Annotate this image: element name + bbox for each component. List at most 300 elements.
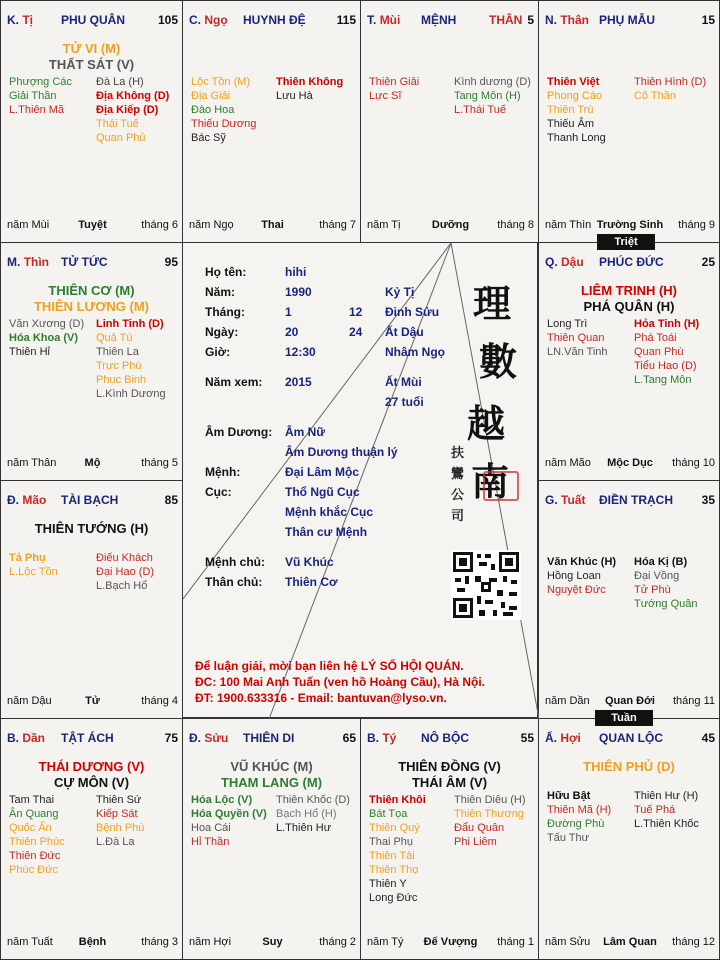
palace-m-thin[interactable] bbox=[0, 242, 183, 481]
minor-star: Hóa Quyền (V) bbox=[191, 808, 267, 820]
view-year-canchi: Ất Mùi bbox=[385, 375, 422, 389]
palace-q-dau[interactable] bbox=[538, 242, 720, 481]
minor-star: Trực Phù bbox=[96, 360, 142, 372]
year-canchi: Kỷ Tị bbox=[385, 285, 415, 299]
palace-number: 45 bbox=[701, 731, 715, 745]
palace-footer bbox=[545, 936, 715, 950]
day-value: 20 bbox=[285, 325, 299, 339]
main-stars bbox=[1, 283, 182, 315]
palace-year: năm Dậu bbox=[7, 695, 52, 707]
minor-stars-right bbox=[634, 317, 699, 387]
minor-star: Hỉ Thần bbox=[191, 836, 230, 848]
calligraphy-char-4: 南 bbox=[471, 459, 510, 504]
minor-star: L.Thái Tuế bbox=[454, 104, 506, 116]
palace-name: TẬT ÁCH bbox=[61, 731, 114, 745]
minor-stars-left bbox=[191, 75, 256, 145]
contact-line-2: ĐC: 100 Mai Anh Tuấn (ven hồ Hoàng Cầu), Hà Nội. bbox=[195, 675, 486, 689]
palace-month: tháng 12 bbox=[672, 936, 715, 948]
minor-star: Thiên Mã (H) bbox=[547, 804, 612, 816]
minor-star: Văn Xương (D) bbox=[9, 318, 85, 330]
minor-star: Địa Không (D) bbox=[96, 90, 170, 102]
minor-stars-right bbox=[96, 75, 169, 145]
minor-star: Thiên Diêu (H) bbox=[454, 794, 526, 806]
palace-header bbox=[7, 731, 178, 747]
palace-year: năm Ngọ bbox=[189, 219, 234, 231]
minor-stars-right bbox=[96, 793, 144, 849]
palace-year: năm Mão bbox=[545, 457, 591, 469]
palace-name: QUAN LỘC bbox=[599, 731, 663, 745]
amduong-note: Âm Dương thuận lý bbox=[285, 445, 398, 459]
palace-header bbox=[7, 13, 178, 29]
palace-header bbox=[367, 13, 534, 29]
palace-d-mao[interactable] bbox=[0, 480, 183, 719]
main-star: VŨ KHÚC (M) bbox=[230, 759, 313, 774]
palace-month: tháng 11 bbox=[672, 695, 715, 707]
palace-stage: Dưỡng bbox=[431, 219, 470, 231]
main-stars bbox=[1, 41, 182, 73]
minor-stars-left bbox=[9, 317, 84, 359]
minor-star: Tấu Thư bbox=[547, 832, 590, 844]
palace-footer bbox=[7, 219, 178, 233]
palace-can: G. bbox=[545, 493, 558, 507]
minor-star: Đào Hoa bbox=[191, 104, 235, 116]
main-star: THAM LANG (M) bbox=[220, 775, 323, 790]
month-label: Tháng: bbox=[205, 305, 245, 319]
palace-footer bbox=[545, 695, 715, 709]
minor-star: Long Trì bbox=[547, 318, 588, 330]
palace-can: Q. bbox=[545, 255, 558, 269]
calligraphy-char-3: 越 bbox=[467, 401, 506, 446]
palace-can: C. bbox=[189, 13, 201, 27]
minor-star: Thai Phụ bbox=[369, 836, 414, 848]
minor-star: Quan Phủ bbox=[96, 132, 146, 144]
palace-footer bbox=[545, 219, 715, 233]
red-seal bbox=[483, 471, 519, 501]
main-star: THIÊN CƠ (M) bbox=[48, 283, 135, 298]
minor-star: Thiếu Dương bbox=[191, 118, 257, 130]
palace-number: 55 bbox=[520, 731, 534, 745]
cuc-value: Thổ Ngũ Cục bbox=[285, 485, 360, 499]
palace-chi: Mùi bbox=[379, 13, 401, 27]
palace-stage: Trường Sinh bbox=[596, 219, 664, 231]
minor-star: Đà La (H) bbox=[96, 76, 144, 88]
minor-star: Địa Kiếp (D) bbox=[96, 104, 159, 116]
palace-month: tháng 9 bbox=[678, 219, 715, 231]
main-star: THÁI DƯƠNG (V) bbox=[38, 759, 145, 774]
minor-star: Phi Liêm bbox=[454, 836, 497, 848]
palace-header bbox=[7, 255, 178, 271]
minor-star: Hóa Khoa (V) bbox=[9, 332, 79, 344]
palace-year: năm Tý bbox=[367, 936, 404, 948]
main-star: PHÁ QUÂN (H) bbox=[583, 299, 675, 314]
minor-star: Đại Vồng bbox=[634, 570, 680, 582]
palace-header bbox=[189, 13, 356, 29]
name-label: Họ tên: bbox=[205, 265, 247, 279]
minor-star: Quốc Ấn bbox=[9, 822, 52, 834]
minor-star: Phong Cáo bbox=[547, 90, 603, 102]
minor-star: Thái Tuế bbox=[96, 118, 139, 130]
palace-name: ĐIỀN TRẠCH bbox=[599, 493, 673, 507]
main-star: THẤT SÁT (V) bbox=[48, 57, 135, 72]
palace-year: năm Dần bbox=[545, 695, 590, 707]
minor-star: Thiên Khôi bbox=[369, 794, 426, 806]
minor-star: Thiên Hư (H) bbox=[634, 790, 699, 802]
contact-line-3: ĐT: 1900.633316 - Email: bantuvan@lyso.vn. bbox=[195, 691, 447, 705]
palace-b-ty[interactable] bbox=[360, 718, 539, 960]
palace-footer bbox=[189, 936, 356, 950]
minor-star: Thiên Quý bbox=[369, 822, 420, 834]
palace-footer bbox=[189, 219, 356, 233]
palace-footer bbox=[367, 936, 534, 950]
palace-number: 35 bbox=[701, 493, 715, 507]
than-chu-label: Thân chủ: bbox=[205, 575, 263, 589]
palace-chi: Hợi bbox=[560, 731, 581, 745]
palace-footer bbox=[367, 219, 534, 233]
menh-label: Mệnh: bbox=[205, 465, 241, 479]
minor-star: L.Thiên Mã bbox=[9, 104, 65, 116]
palace-g-tuat[interactable] bbox=[538, 480, 720, 719]
tuan-tag: Tuần bbox=[595, 710, 653, 726]
palace-name: PHÚC ĐỨC bbox=[599, 255, 664, 269]
menh-chu-value: Vũ Khúc bbox=[285, 555, 334, 569]
palace-chi: Tị bbox=[22, 13, 34, 27]
minor-stars-right bbox=[276, 793, 350, 835]
main-stars bbox=[539, 759, 719, 775]
palace-footer bbox=[7, 936, 178, 950]
palace-chi: Dậu bbox=[561, 255, 584, 269]
minor-star: Phá Toái bbox=[634, 332, 677, 344]
palace-chi: Thân bbox=[560, 13, 590, 27]
minor-stars-left bbox=[547, 555, 616, 597]
minor-star: Hóa Lộc (V) bbox=[191, 794, 253, 806]
minor-star: Đẩu Quân bbox=[454, 822, 505, 834]
palace-footer bbox=[7, 695, 178, 709]
palace-month: tháng 4 bbox=[141, 695, 178, 707]
palace-header bbox=[545, 493, 715, 509]
palace-chi: Mão bbox=[22, 493, 47, 507]
palace-month: tháng 1 bbox=[497, 936, 534, 948]
palace-can: N. bbox=[545, 13, 557, 27]
minor-star: Thiên Tài bbox=[369, 850, 415, 862]
palace-name-2: THÂN bbox=[489, 13, 523, 27]
palace-footer bbox=[545, 457, 715, 471]
minor-stars-left bbox=[547, 789, 611, 845]
minor-stars-right bbox=[454, 75, 531, 117]
palace-month: tháng 7 bbox=[319, 219, 356, 231]
palace-header bbox=[545, 731, 715, 747]
minor-star: Hữu Bật bbox=[547, 790, 591, 802]
day-lunar: 24 bbox=[349, 325, 363, 339]
palace-n-than[interactable] bbox=[538, 0, 720, 243]
minor-star: Phúc Đức bbox=[9, 864, 58, 876]
minor-star: Thiên Đức bbox=[9, 850, 61, 862]
palace-number: 5 bbox=[527, 13, 534, 27]
minor-star: Bệnh Phù bbox=[96, 822, 145, 834]
palace-year: năm Hợi bbox=[189, 936, 232, 948]
palace-k-ti[interactable] bbox=[0, 0, 183, 243]
palace-month: tháng 8 bbox=[497, 219, 534, 231]
minor-star: Tướng Quân bbox=[634, 598, 698, 610]
minor-star: L.Thiên Khốc bbox=[634, 818, 699, 830]
minor-star: Đại Hao (D) bbox=[96, 566, 155, 578]
palace-stage: Thai bbox=[261, 219, 284, 231]
main-stars bbox=[1, 521, 182, 537]
cuc-note1: Mệnh khắc Cục bbox=[285, 505, 374, 519]
minor-star: Lưu Hà bbox=[276, 90, 313, 102]
minor-star: Thiên Hỉ bbox=[9, 346, 50, 358]
palace-can: Đ. bbox=[189, 731, 201, 745]
palace-month: tháng 3 bbox=[141, 936, 178, 948]
palace-year: năm Tuất bbox=[7, 936, 53, 948]
minor-star: Bát Tọa bbox=[369, 808, 408, 820]
minor-star: L.Tang Môn bbox=[634, 374, 692, 386]
palace-number: 65 bbox=[342, 731, 356, 745]
palace-chi: Tý bbox=[382, 731, 397, 745]
palace-year: năm Thân bbox=[7, 457, 57, 469]
palace-number: 95 bbox=[164, 255, 178, 269]
minor-star: Đường Phù bbox=[547, 818, 605, 830]
minor-star: LN.Văn Tinh bbox=[547, 346, 608, 358]
palace-stage: Bệnh bbox=[78, 936, 107, 948]
minor-star: Linh Tinh (D) bbox=[96, 318, 164, 330]
minor-stars-left bbox=[9, 75, 72, 117]
palace-year: năm Mùi bbox=[7, 219, 50, 231]
menh-value: Đại Lâm Mộc bbox=[285, 465, 360, 479]
palace-d-suu[interactable] bbox=[182, 718, 361, 960]
palace-month: tháng 6 bbox=[141, 219, 178, 231]
palace-b-dan[interactable] bbox=[0, 718, 183, 960]
palace-chi: Dần bbox=[22, 731, 46, 745]
palace-stage: Mộ bbox=[84, 457, 101, 469]
contact-line-1: Để luận giải, mời bạn liên hệ LÝ SỐ HỘI QUÁN. bbox=[195, 659, 464, 673]
minor-star: Kiếp Sát bbox=[96, 808, 138, 820]
main-star: THÁI ÂM (V) bbox=[411, 775, 488, 790]
triet-tag: Triệt bbox=[597, 234, 655, 250]
minor-star: Thiên Sứ bbox=[96, 794, 142, 806]
palace-year: năm Sửu bbox=[545, 936, 591, 948]
minor-star: Thanh Long bbox=[547, 132, 606, 144]
palace-month: tháng 10 bbox=[672, 457, 715, 469]
palace-chi: Tuất bbox=[561, 493, 586, 507]
year-label: Năm: bbox=[205, 285, 236, 299]
minor-star: Thiếu Âm bbox=[547, 118, 595, 130]
year-value: 1990 bbox=[285, 285, 312, 299]
minor-star: L.Thiên Hư bbox=[276, 822, 332, 834]
minor-star: Hoa Cái bbox=[191, 822, 231, 834]
minor-star: Bác Sỹ bbox=[191, 132, 226, 144]
palace-can: K. bbox=[7, 13, 19, 27]
hour-canchi: Nhâm Ngọ bbox=[385, 345, 445, 359]
palace-header bbox=[7, 493, 178, 509]
minor-star: Văn Khúc (H) bbox=[547, 556, 617, 568]
minor-stars-left bbox=[547, 75, 606, 145]
minor-star: Quan Phù bbox=[634, 346, 684, 358]
palace-name: HUYNH ĐỆ bbox=[243, 13, 306, 27]
minor-star: Thiên Hình (D) bbox=[634, 76, 707, 88]
minor-star: Lực Sĩ bbox=[369, 90, 402, 102]
palace-header bbox=[545, 13, 715, 29]
palace-stage: Đế Vượng bbox=[423, 936, 478, 948]
minor-star: Nguyệt Đức bbox=[547, 584, 606, 596]
palace-stage: Tử bbox=[85, 695, 100, 707]
minor-star: Kình dương (D) bbox=[454, 76, 531, 88]
palace-stage: Quan Đới bbox=[605, 695, 655, 707]
minor-star: Lộc Tồn (M) bbox=[191, 76, 251, 88]
calligraphy-char-1: 理 bbox=[473, 281, 512, 326]
minor-star: L.Lộc Tồn bbox=[9, 566, 58, 578]
palace-t-mui[interactable] bbox=[360, 0, 539, 243]
minor-stars-right bbox=[96, 317, 166, 401]
palace-name: TÀI BẠCH bbox=[61, 493, 119, 507]
minor-star: Cô Thần bbox=[634, 90, 676, 102]
palace-number: 105 bbox=[157, 13, 178, 27]
main-star: CỰ MÔN (V) bbox=[53, 775, 130, 790]
minor-star: Hóa Kị (B) bbox=[634, 556, 688, 568]
name-value: hihi bbox=[285, 265, 307, 279]
minor-star: Thiên Không bbox=[276, 76, 344, 88]
minor-star: Thiên Giải bbox=[369, 76, 420, 88]
minor-star: Tiểu Hao (D) bbox=[634, 360, 697, 372]
palace-footer bbox=[7, 457, 178, 471]
amduong-label: Âm Dương: bbox=[205, 425, 273, 439]
minor-star: Tam Thai bbox=[9, 794, 55, 806]
palace-year: năm Thìn bbox=[545, 219, 592, 231]
main-stars bbox=[183, 759, 360, 791]
month-lunar: 12 bbox=[349, 305, 363, 319]
palace-number: 25 bbox=[701, 255, 715, 269]
palace-name: NÔ BỘC bbox=[421, 731, 469, 745]
main-star: THIÊN LƯƠNG (M) bbox=[33, 299, 150, 314]
qr-code-icon[interactable] bbox=[451, 550, 521, 620]
minor-star: L.Đà La bbox=[96, 836, 135, 848]
minor-stars-right bbox=[634, 555, 698, 611]
minor-star: Hỏa Tinh (H) bbox=[634, 318, 700, 330]
palace-can: B. bbox=[7, 731, 19, 745]
minor-stars-right bbox=[634, 789, 699, 831]
minor-stars-left bbox=[9, 793, 65, 877]
month-canchi: Đinh Sửu bbox=[385, 305, 440, 319]
minor-star: L.Kình Dương bbox=[96, 388, 166, 400]
palace-header bbox=[189, 731, 356, 747]
main-star: TỬ VI (M) bbox=[62, 41, 121, 56]
center-info-panel bbox=[182, 242, 538, 718]
palace-name: THIÊN DI bbox=[243, 731, 295, 745]
main-stars bbox=[539, 283, 719, 315]
palace-chi: Thìn bbox=[23, 255, 50, 269]
main-star: LIÊM TRINH (H) bbox=[580, 283, 678, 298]
minor-star: Tử Phù bbox=[634, 584, 671, 596]
minor-stars-left bbox=[369, 75, 419, 103]
minor-star: Giải Thần bbox=[9, 90, 57, 102]
palace-name: TỬ TỨC bbox=[61, 255, 108, 269]
palace-a-hoi[interactable] bbox=[538, 718, 720, 960]
month-value: 1 bbox=[285, 305, 292, 319]
age-value: 27 tuổi bbox=[385, 395, 424, 409]
palace-can: T. bbox=[367, 13, 377, 27]
minor-star: Bạch Hổ (H) bbox=[276, 808, 337, 820]
minor-star: Địa Giải bbox=[191, 90, 231, 102]
palace-stage: Lâm Quan bbox=[603, 936, 657, 948]
minor-star: Thiên Phúc bbox=[9, 836, 65, 848]
palace-chi: Sửu bbox=[204, 731, 229, 745]
minor-stars-right bbox=[454, 793, 526, 849]
main-star: THIÊN TƯỚNG (H) bbox=[34, 521, 149, 536]
palace-can: M. bbox=[7, 255, 21, 269]
palace-name: MỆNH bbox=[421, 13, 457, 27]
palace-number: 115 bbox=[336, 13, 356, 27]
minor-star: Tuế Phá bbox=[634, 804, 676, 816]
palace-header bbox=[367, 731, 534, 747]
day-label: Ngày: bbox=[205, 325, 239, 339]
minor-star: Hồng Loan bbox=[547, 570, 601, 582]
minor-stars-right bbox=[634, 75, 706, 103]
palace-stage: Tuyệt bbox=[78, 219, 107, 231]
main-stars bbox=[1, 759, 182, 791]
cuc-note2: Thân cư Mệnh bbox=[285, 525, 368, 539]
palace-number: 15 bbox=[701, 13, 715, 27]
palace-stage: Suy bbox=[262, 936, 283, 948]
cuc-label: Cục: bbox=[205, 485, 232, 499]
day-canchi: Ất Dậu bbox=[385, 325, 424, 339]
minor-star: Tả Phụ bbox=[9, 552, 46, 564]
minor-star: Thiên Việt bbox=[547, 76, 600, 88]
minor-star: Quả Tú bbox=[96, 332, 133, 344]
minor-star: Điếu Khách bbox=[96, 552, 153, 564]
palace-year: năm Tị bbox=[367, 219, 401, 231]
palace-name: PHỤ MẪU bbox=[599, 13, 655, 27]
main-star: THIÊN PHỦ (D) bbox=[583, 759, 675, 774]
minor-stars-right bbox=[276, 75, 343, 103]
view-year-value: 2015 bbox=[285, 375, 312, 389]
palace-header bbox=[545, 255, 715, 271]
palace-number: 85 bbox=[164, 493, 178, 507]
minor-star: Thiên Khốc (D) bbox=[276, 794, 350, 806]
palace-month: tháng 5 bbox=[141, 457, 178, 469]
palace-number: 75 bbox=[164, 731, 178, 745]
minor-star: Thiên Thương bbox=[454, 808, 525, 820]
minor-star: Tang Môn (H) bbox=[454, 90, 521, 102]
view-year-label: Năm xem: bbox=[205, 375, 263, 389]
palace-can: B. bbox=[367, 731, 379, 745]
palace-can: Ấ. bbox=[545, 731, 557, 745]
palace-stage: Mộc Dục bbox=[607, 457, 653, 469]
minor-star: Thiên La bbox=[96, 346, 139, 358]
menh-chu-label: Mệnh chủ: bbox=[205, 555, 265, 569]
minor-star: Phượng Các bbox=[9, 76, 72, 88]
minor-star: Thiên Thọ bbox=[369, 864, 419, 876]
minor-stars-left bbox=[547, 317, 608, 359]
palace-c-ngo[interactable] bbox=[182, 0, 361, 243]
minor-star: Ân Quang bbox=[9, 808, 59, 820]
minor-star: Thiên Y bbox=[369, 878, 407, 890]
main-star: THIÊN ĐỒNG (V) bbox=[398, 759, 501, 774]
palace-name: PHU QUÂN bbox=[61, 13, 126, 27]
main-stars bbox=[361, 759, 538, 791]
minor-star: Thiên Quan bbox=[547, 332, 605, 344]
minor-star: Phục Binh bbox=[96, 374, 147, 386]
minor-star: L.Bạch Hổ bbox=[96, 580, 148, 592]
calligraphy-char-2: 數 bbox=[479, 339, 518, 384]
minor-stars-right bbox=[96, 551, 154, 593]
minor-stars-left bbox=[9, 551, 58, 579]
minor-star: Long Đức bbox=[369, 892, 418, 904]
small-calligraphy: 扶 鸞 公 司 bbox=[451, 446, 465, 524]
minor-stars-left bbox=[191, 793, 267, 849]
palace-chi: Ngọ bbox=[204, 13, 228, 27]
than-chu-value: Thiên Cơ bbox=[285, 575, 338, 589]
hour-label: Giờ: bbox=[205, 345, 231, 359]
minor-star: Thiên Trù bbox=[547, 104, 594, 116]
